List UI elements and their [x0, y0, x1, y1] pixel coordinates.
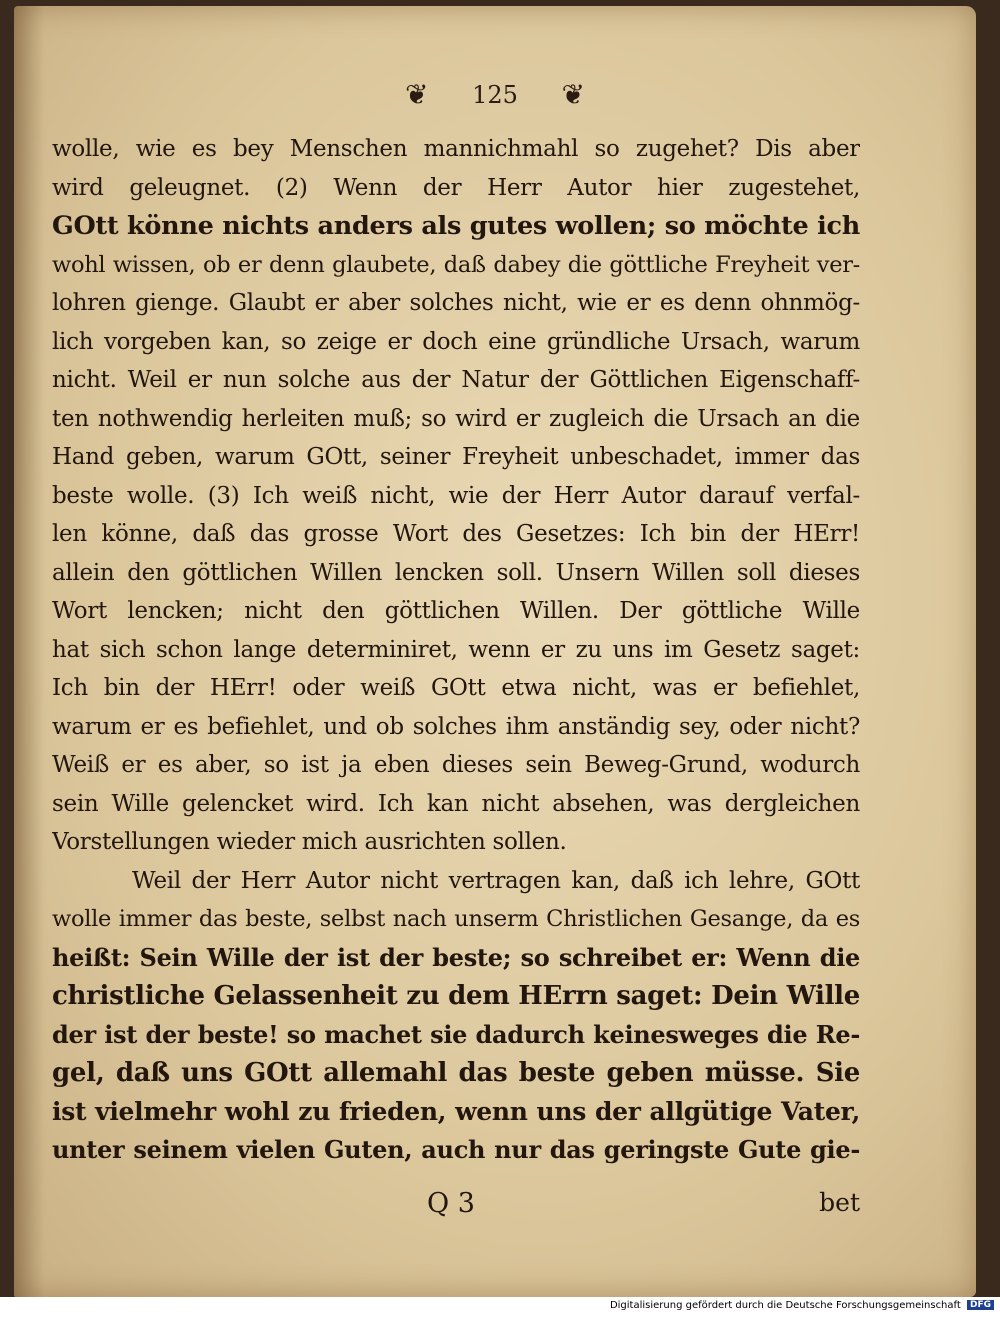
text-line: Weil der Herr Autor nicht vertragen kan, daß ich lehre, GOtt — [132, 867, 860, 894]
text-line: wolle immer das beste, selbst nach unserm Christlichen Gesange, da es — [52, 906, 860, 932]
text-line: Vorstellungen wieder mich ausrichten sollen. — [52, 829, 567, 855]
text-line: warum er es befiehlet, und ob solches ihm anständig sey, oder nicht? — [52, 713, 860, 740]
dfg-logo: DFG — [967, 1300, 994, 1310]
text-line: sein Wille gelencket wird. Ich kan nicht absehen, was dergleichen — [52, 790, 860, 817]
page-footer — [52, 1188, 860, 1228]
text-line: der ist der beste! so machet sie dadurch keinesweges die Re- — [52, 1019, 860, 1049]
text-line: beste wolle. (3) Ich weiß nicht, wie der Herr Autor darauf verfal- — [52, 482, 860, 509]
signature-mark: Q 3 — [427, 1188, 475, 1219]
text-line: wohl wissen, ob er denn glaubete, daß dabey die göttliche Freyheit ver- — [52, 251, 860, 278]
page-header — [14, 78, 976, 111]
text-line: Hand geben, warum GOtt, seiner Freyheit unbeschadet, immer das — [52, 444, 860, 470]
book-page — [14, 6, 976, 1297]
text-line: christliche Gelassenheit zu dem HErrn saget: Dein Wille — [52, 981, 860, 1011]
text-line: Weiß er es aber, so ist ja eben dieses sein Beweg-Grund, wodurch — [52, 752, 860, 778]
text-line: heißt: Sein Wille der ist der beste; so schreibet er: Wenn die — [52, 942, 860, 972]
digitization-credit — [610, 1300, 994, 1311]
text-line: unter seinem vielen Guten, auch nur das geringste Gute gie- — [52, 1135, 860, 1164]
text-line: ist vielmehr wohl zu frieden, wenn uns der allgütige Vater, — [52, 1096, 860, 1126]
catchword: bet — [819, 1188, 860, 1217]
text-line: lohren gienge. Glaubt er aber solches nicht, wie er es denn ohnmög- — [52, 290, 860, 316]
text-line: Wort lencken; nicht den göttlichen Willen. Der göttliche Wille — [52, 598, 860, 624]
text-line: ten nothwendig herleiten muß; so wird er zugleich die Ursach an die — [52, 405, 860, 432]
text-line: wird geleugnet. (2) Wenn der Herr Autor hier zugestehet, — [52, 174, 860, 201]
text-line: GOtt könne nichts anders als gutes wollen; so möchte ich — [52, 211, 860, 241]
text-line: gel, daß uns GOtt allemahl das beste geben müsse. Sie — [52, 1058, 860, 1088]
text-line: lich vorgeben kan, so zeige er doch eine gründliche Ursach, warum — [52, 328, 860, 355]
text-line: hat sich schon lange determiniret, wenn er zu uns im Gesetz saget: — [52, 636, 860, 663]
body-text — [52, 130, 860, 1170]
text-line: wolle, wie es bey Menschen mannichmahl so zugehet? Dis aber — [52, 136, 860, 162]
text-line: allein den göttlichen Willen lencken soll. Unsern Willen soll dieses — [52, 559, 860, 586]
page-number: 125 — [472, 80, 518, 109]
text-line: nicht. Weil er nun solche aus der Natur der Göttlichen Eigenschaff- — [52, 367, 860, 393]
text-line: len könne, daß das grosse Wort des Gesetzes: Ich bin der HErr! — [52, 521, 860, 547]
left-ornament-icon: ❦ — [404, 78, 429, 111]
right-ornament-icon: ❦ — [561, 78, 586, 111]
text-line: Ich bin der HErr! oder weiß GOtt etwa nicht, was er befiehlet, — [52, 675, 860, 701]
credit-text: Digitalisierung gefördert durch die Deutsche Forschungsgemeinschaft — [609, 1300, 961, 1311]
spine-shadow — [14, 6, 44, 1297]
